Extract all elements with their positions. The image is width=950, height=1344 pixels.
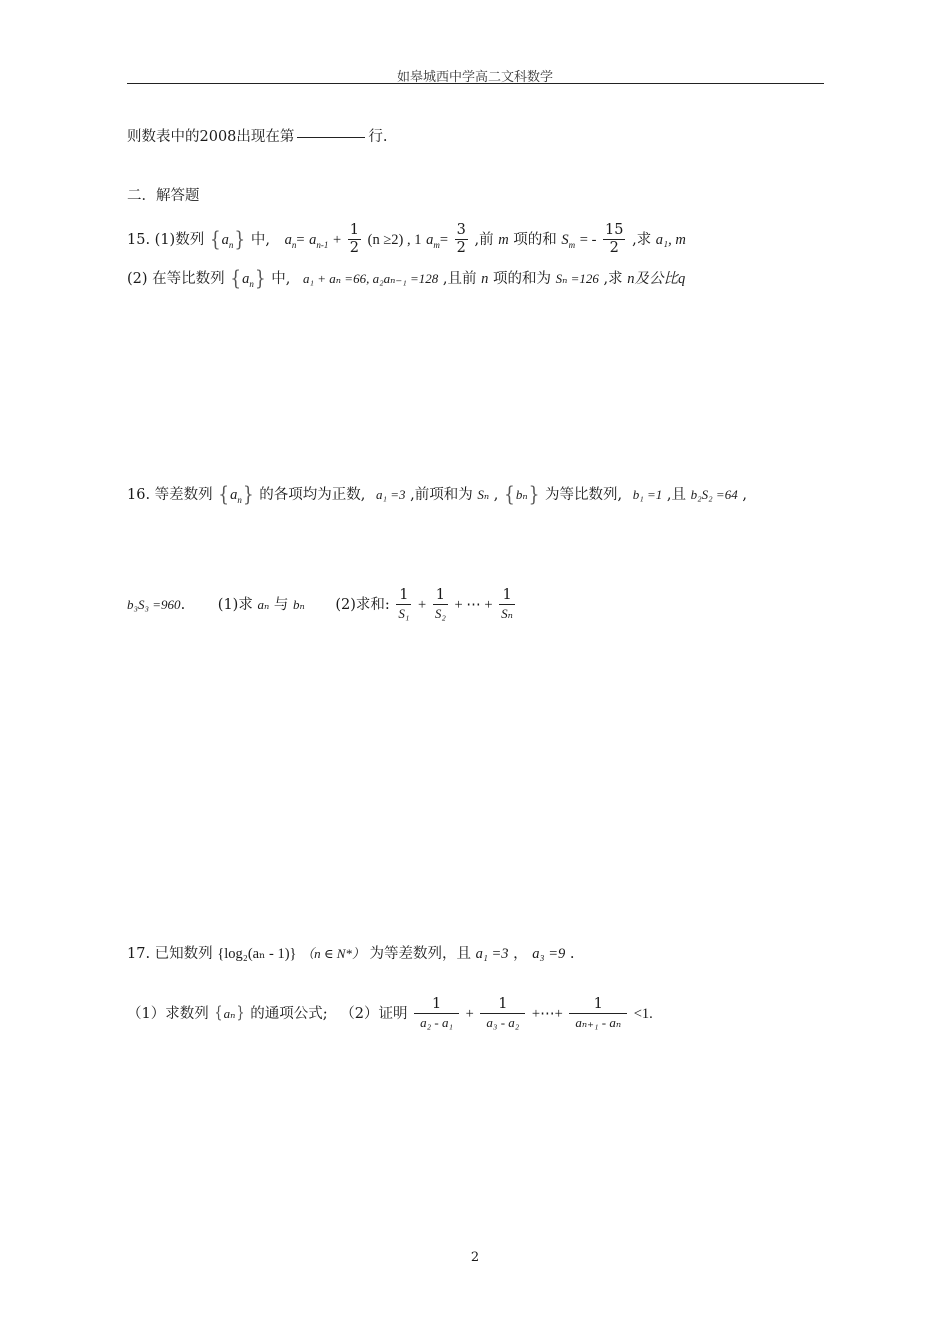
intro-text: 则数表中的2008出现在第 — [127, 129, 295, 145]
q15-am: $a_m$ — [426, 231, 440, 250]
q16-b1: b₁ =1 — [632, 487, 663, 502]
q16-b2S2: b₂S₂ =64 — [690, 487, 738, 502]
intro-line — [127, 127, 388, 147]
page-header: 如皋城西中学高二文科数学 — [396, 70, 553, 85]
q16-b3S3: b₃S₃ =960 — [127, 596, 181, 612]
q17-line2: （1）求数列 {aₙ} 的通项公式; （2）证明 $\frac{1}{\text{a₂ - a₁}}$ + $\frac{1}{\text{a₃ - a₂}}$ +⋯+ $\frac{1}{\text{aₙ₊₁ - aₙ}}$ <1. — [127, 996, 653, 1030]
q15-p2-eq2: Sₙ =126 — [555, 271, 599, 286]
q15-Sm: $S_m$ — [561, 231, 576, 250]
q16-a1: a₁ =3 — [376, 487, 406, 502]
q15-part1: 15. (1)数列 $\{a_n\}$ 中, $a_n= a_{n-1}$ + $\frac{1}{2}$ (n ≥2) , 1 $a_m=$ $\frac{3}{2}$ ,前 m 项的和 $S_m$ = - $\frac{15}{2}$ ,求 a₁, m — [127, 222, 686, 256]
q15-p2-tail: n及公比q — [627, 271, 686, 287]
page-number: 2 — [470, 1250, 480, 1265]
q17-frac3: $\frac{1}{\text{aₙ₊₁ - aₙ}}$ — [569, 996, 627, 1031]
q15-cond: (n ≥2) , 1 — [367, 231, 422, 248]
q15-an: $a_n$ — [284, 231, 297, 250]
q15-zhong: 中, — [250, 231, 270, 248]
q15-half: $\frac{1}{2}$ — [349, 222, 359, 256]
q15-label: 15. (1)数列 — [127, 231, 205, 248]
answer-blank — [297, 137, 365, 138]
header-rule — [127, 83, 824, 84]
q16-frac1: $\frac{1}{\text{S₁}}$ — [398, 587, 410, 621]
q17-line1: 17. 已知数列 {log₂(aₙ - 1)} （n ∈ N*） 为等差数列，且 a₁ =3 ， a₃ =9 . — [127, 946, 575, 962]
q15-fifteen-half: $\frac{15}{2}$ — [605, 222, 624, 256]
q15-a1m: a₁, m — [655, 231, 686, 248]
q15-part2: (2) 在等比数列 $\{a_n\}$ 中, a₁ + aₙ =66, a₂aₙ₋₁ =128 ,且前 n 项的和为 Sₙ =126 ,求 n及公比q — [127, 267, 686, 291]
q17-label: 17. 已知数列 — [127, 946, 213, 962]
seq-a: $a_n$ — [221, 231, 234, 250]
q15-p2-eq1: a₁ + aₙ =66, a₂aₙ₋₁ =128 — [303, 271, 439, 286]
q17-frac2: $\frac{1}{\text{a₃ - a₂}}$ — [480, 996, 525, 1031]
q16-frac3: $\frac{1}{\text{Sₙ}}$ — [501, 587, 513, 621]
q16-label: 16. 等差数列 — [127, 487, 213, 503]
q15-p2-label: (2) 在等比数列 — [127, 271, 225, 287]
q17-frac1: $\frac{1}{\text{a₂ - a₁}}$ — [414, 996, 459, 1031]
q15-three-half: $\frac{3}{2}$ — [456, 222, 466, 256]
q15-an-1: $a_{n-1}$ — [309, 231, 329, 250]
intro-tail: 行. — [368, 129, 388, 145]
q17-log: {log₂(aₙ - 1)} — [217, 946, 297, 962]
section-title: 二．解答题 — [127, 188, 200, 204]
q16-line2: b₃S₃ =960. (1)求 aₙ 与 bₙ (2)求和: $\frac{1}{\text{S₁}}$ + $\frac{1}{\text{S₂}}$ + ⋯ + $\frac{1}{\text{Sₙ}}$ — [127, 587, 513, 621]
q16-line1: 16. 等差数列 $\{a_n\}$ 的各项均为正数, a₁ =3 ,前项和为 Sₙ , {bₙ} 为等比数列, b₁ =1 ,且 b₂S₂ =64 , — [127, 483, 747, 507]
q16-frac2: $\frac{1}{\text{S₂}}$ — [434, 587, 446, 621]
